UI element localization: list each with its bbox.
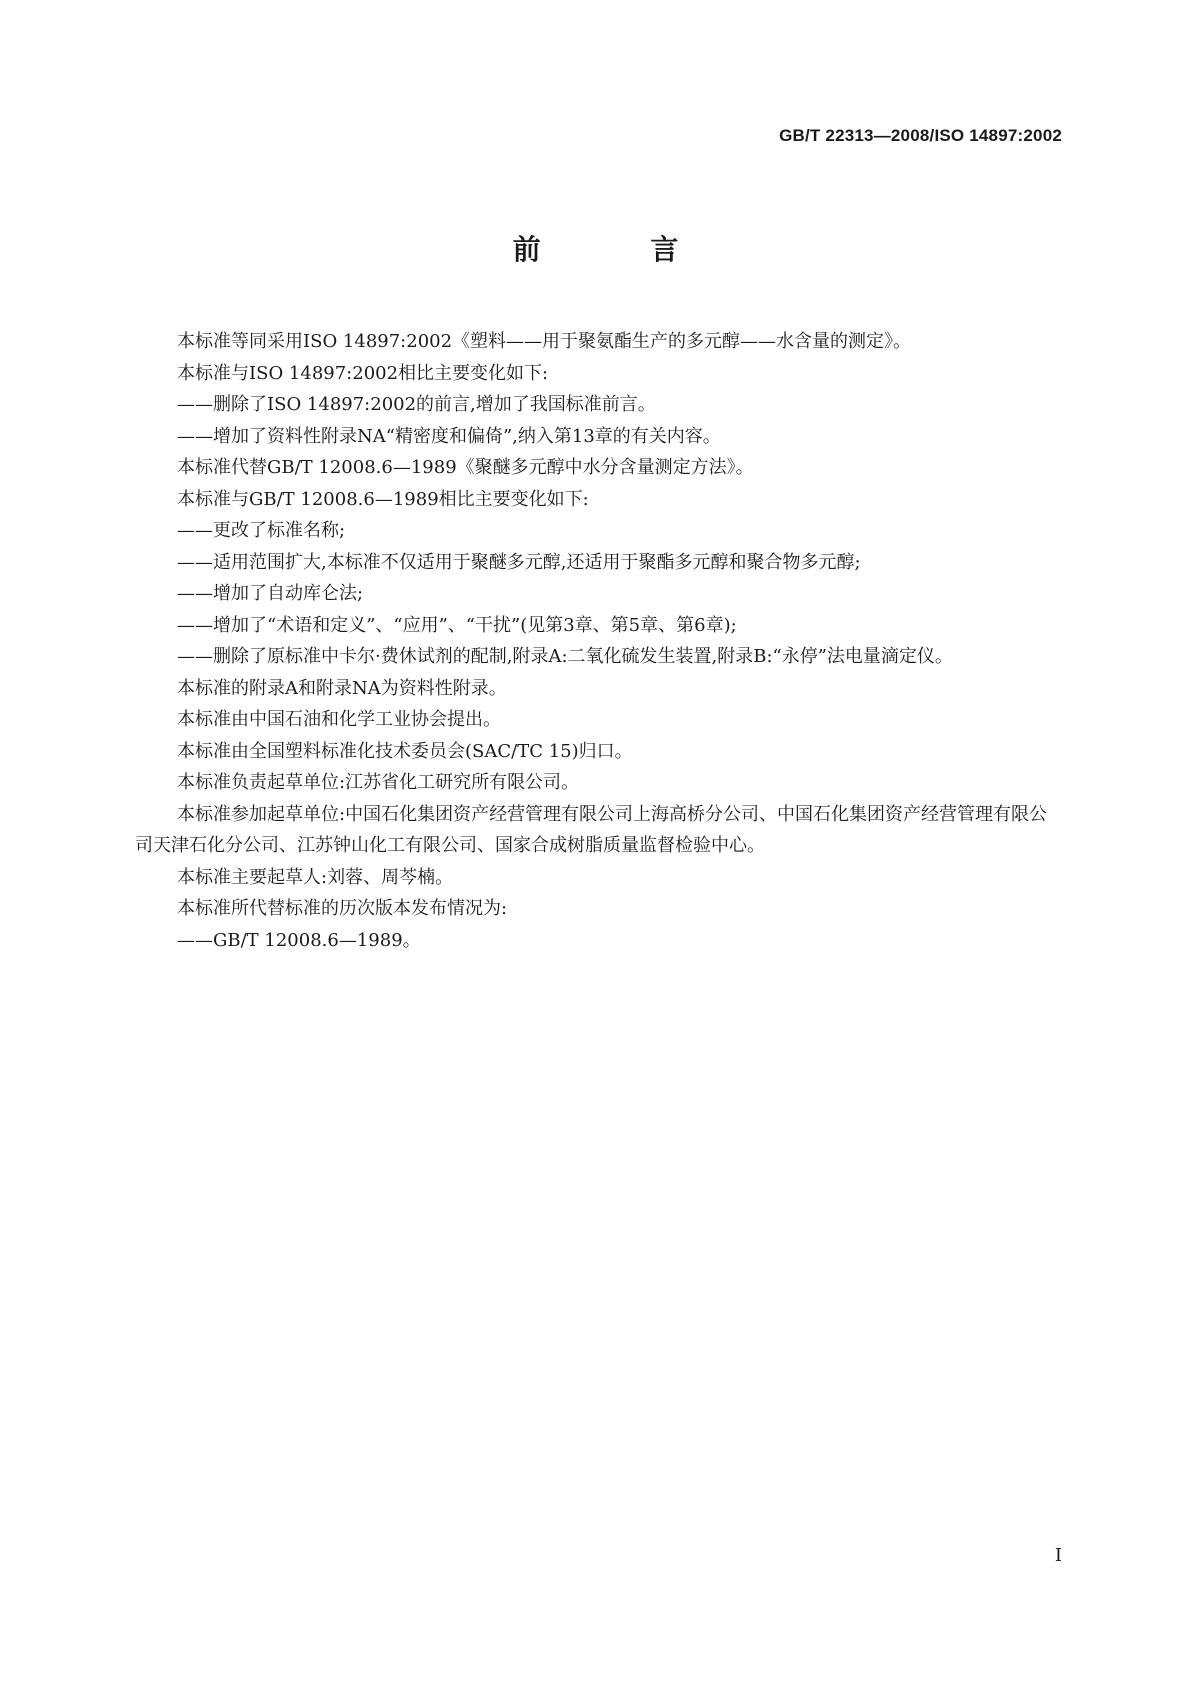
list-item: ——增加了资料性附录NA“精密度和偏倚”,纳入第13章的有关内容。 xyxy=(177,425,721,447)
paragraph: 本标准等同采用ISO 14897:2002《塑料——用于聚氨酯生产的多元醇——水含量的测定》。 xyxy=(177,331,912,352)
page-number: I xyxy=(1054,1545,1062,1566)
page-title: 前 言 xyxy=(512,233,729,266)
paragraph: 本标准代替GB/T 12008.6—1989《聚醚多元醇中水分含量测定方法》。 xyxy=(177,457,754,478)
list-item: ——增加了“术语和定义”、“应用”、“干扰”(见第3章、第5章、第6章); xyxy=(177,614,737,636)
paragraph: 本标准所代替标准的历次版本发布情况为: xyxy=(177,898,508,919)
paragraph: 本标准由全国塑料标准化技术委员会(SAC/TC 15)归口。 xyxy=(177,740,633,762)
standard-code-header: GB/T 22313—2008/ISO 14897:2002 xyxy=(779,126,1062,145)
paragraph: 本标准的附录A和附录NA为资料性附录。 xyxy=(177,677,507,699)
paragraph: 本标准参加起草单位:中国石化集团资产经营管理有限公司上海高桥分公司、中国石化集团资产经营管理有限公司天津石化分公司、江苏钟山化工有限公司、国家合成树脂质量监督检验中心。 xyxy=(135,803,1048,856)
paragraph: 本标准与GB/T 12008.6—1989相比主要变化如下: xyxy=(177,488,589,510)
list-item: ——GB/T 12008.6—1989。 xyxy=(177,929,421,951)
paragraph: 本标准主要起草人:刘蓉、周芩楠。 xyxy=(177,866,454,888)
list-item: ——更改了标准名称; xyxy=(177,520,346,541)
list-item: ——增加了自动库仑法; xyxy=(177,583,364,604)
foreword-body xyxy=(135,326,1060,956)
list-item: ——删除了原标准中卡尔·费休试剂的配制,附录A:二氧化硫发生装置,附录B:“永停”法电量滴定仪。 xyxy=(177,646,953,667)
list-item: ——删除了ISO 14897:2002的前言,增加了我国标准前言。 xyxy=(177,394,656,415)
paragraph: 本标准与ISO 14897:2002相比主要变化如下: xyxy=(177,362,549,384)
paragraph: 本标准由中国石油和化学工业协会提出。 xyxy=(177,709,501,730)
list-item: ——适用范围扩大,本标准不仅适用于聚醚多元醇,还适用于聚酯多元醇和聚合物多元醇; xyxy=(177,551,861,573)
paragraph: 本标准负责起草单位:江苏省化工研究所有限公司。 xyxy=(177,772,580,793)
